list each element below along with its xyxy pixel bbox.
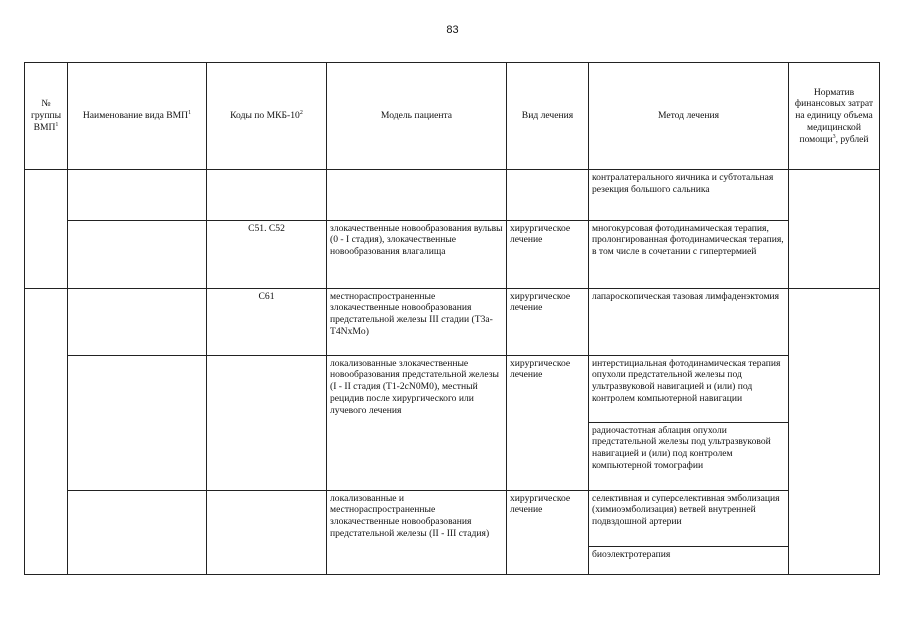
group-no-cell (25, 288, 68, 574)
icd-code-cell: C61 (207, 288, 327, 355)
patient-model-cell: локализованные злокачественные новообразования предстательной железы (I - II стадия (T1-2cN0M0), местный рецидив после хирургического или лучевого лечения (327, 355, 507, 490)
table-row (25, 490, 880, 546)
vmp-name-cell (68, 170, 207, 221)
treatment-method-cell: многокурсовая фотодинамическая терапия, пролонгированная фотодинамическая терапия, в том числе в сочетании с гипертермией (589, 220, 789, 288)
treatment-method-cell: интерстициальная фотодинамическая терапия опухоли предстательной железы под ультразвуковой навигацией и (или) под контролем компьютерной навигации (589, 355, 789, 422)
treatment-method-cell: лапароскопическая тазовая лимфаденэктомия (589, 288, 789, 355)
icd-code-cell: C51. C52 (207, 220, 327, 288)
header-treatment-type: Вид лечения (507, 63, 589, 170)
icd-code-cell (207, 355, 327, 490)
treatment-type-cell: хирургическое лечение (507, 490, 589, 574)
patient-model-cell: локализованные и местнораспространенные злокачественные новообразования предстательной железы (II - III стадия) (327, 490, 507, 574)
financial-norm-cell (789, 170, 880, 289)
table-row (25, 170, 880, 221)
financial-norm-cell (789, 288, 880, 574)
vmp-name-cell (68, 355, 207, 490)
vmp-name-cell (68, 288, 207, 355)
patient-model-cell: злокачественные новообразования вульвы (0 - I стадия), злокачественные новообразования влагалища (327, 220, 507, 288)
table-row (25, 220, 880, 288)
treatment-type-cell: хирургическое лечение (507, 355, 589, 490)
header-icd-codes: Коды по МКБ-$10^2$ (207, 63, 327, 170)
header-financial-norm: Норматив финансовых затрат на единицу объема медицинской помощи$^3$, рублей (789, 63, 880, 170)
vmp-name-cell (68, 490, 207, 574)
vmp-table (24, 62, 880, 575)
treatment-method-cell: селективная и суперселективная эмболизация (химиоэмболизация) ветвей внутренней подвздошной артерии (589, 490, 789, 546)
header-vmp-name: Наименование вида ВМП$^1$ (68, 63, 207, 170)
header-treatment-method: Метод лечения (589, 63, 789, 170)
header-row (25, 63, 880, 170)
patient-model-cell (327, 170, 507, 221)
icd-code-cell (207, 490, 327, 574)
vmp-name-cell (68, 220, 207, 288)
treatment-type-cell: хирургическое лечение (507, 220, 589, 288)
patient-model-cell: местнораспространенные злокачественные новообразования предстательной железы III стадии (T3a-T4NxMo) (327, 288, 507, 355)
group-no-cell (25, 170, 68, 289)
treatment-type-cell: хирургическое лечение (507, 288, 589, 355)
header-group-no: № группы ВМП$^1$ (25, 63, 68, 170)
treatment-method-cell: контралатерального яичника и субтотальная резекция большого сальника (589, 170, 789, 221)
icd-code-cell (207, 170, 327, 221)
table-row (25, 355, 880, 422)
treatment-method-cell: радиочастотная аблация опухоли предстательной железы под ультразвуковой навигацией и (или) под контролем компьютерной томографии (589, 422, 789, 490)
treatment-method-cell: биоэлектротерапия (589, 546, 789, 574)
table-row (25, 288, 880, 355)
header-patient-model: Модель пациента (327, 63, 507, 170)
treatment-type-cell (507, 170, 589, 221)
page-number: 83 (446, 24, 459, 36)
